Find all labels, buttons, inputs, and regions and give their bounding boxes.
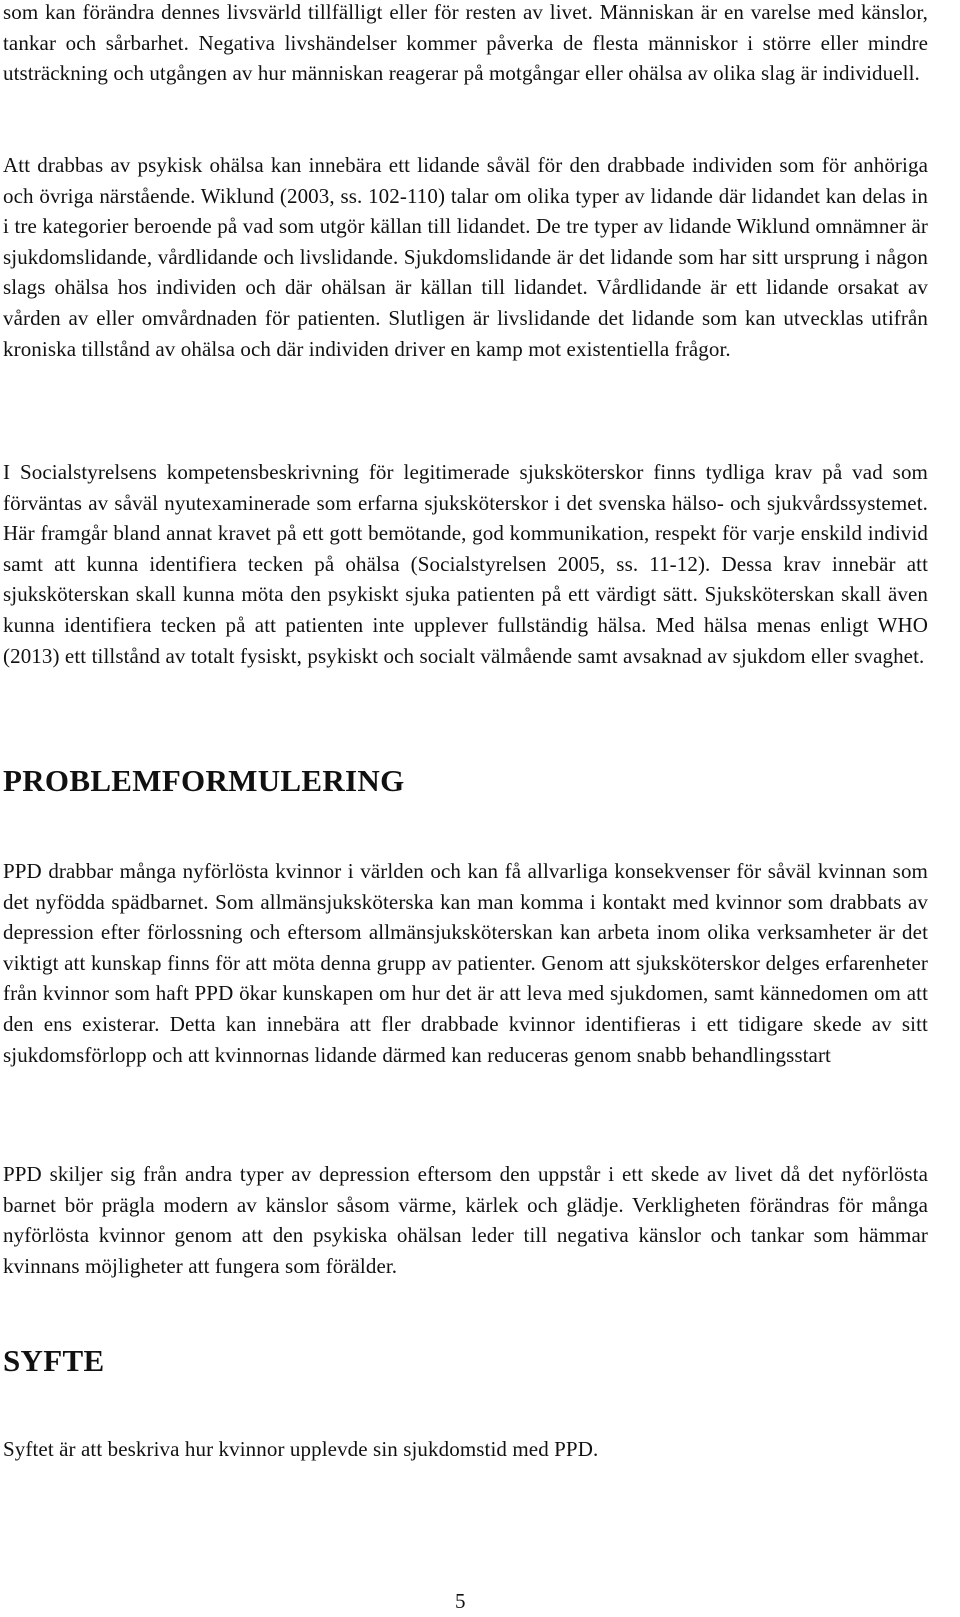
heading-syfte: SYFTE (3, 1343, 105, 1378)
paragraph-ppd-consequences: PPD drabbar många nyförlösta kvinnor i världen och kan få allvarliga konsekvenser för såväl kvinnan som det nyfödda spädbarnet. Som allmänsjuksköterska kan man komma i kontakt med kvinnor som drabbats av depression efter förlossning och eftersom allmänsjuksköterskan kan arbeta inom olika verksamheter är det viktigt att kunskap finns för att möta denna grupp av patienter. Genom att sjuksköterskor delges erfarenheter från kvinnor som haft PPD ökar kunskapen om hur det är att leva med sjukdomen, samt kännedomen om att den ens existerar. Detta kan innebära att fler drabbade kvinnor identifieras i ett tidigare skede av sitt sjukdomsförlopp och att kvinnornas lidande därmed kan reduceras genom snabb behandlingsstart (3, 859, 928, 1067)
paragraph-suffering-types: Att drabbas av psykisk ohälsa kan innebära ett lidande såväl för den drabbade individen som för anhöriga och övriga närstående. Wiklund (2003, ss. 102-110) talar om olika typer av lidande där lidandet kan delas in i tre kategorier beroende på vad som utgör källan till lidandet. De tre typer av lidande Wiklund omnämner är sjukdomslidande, vårdlidande och livslidande. Sjukdomslidande är det lidande som har sitt ursprung i någon slags ohälsa hos individen och där ohälsan är källan till lidandet. Vårdlidande är ett lidande orsakat av vården av eller omvårdnaden för patienten. Slutligen är livslidande det lidande som kan utvecklas utifrån kroniska tillstånd av ohälsa och där individen driver en kamp mot existentiella frågor. (3, 153, 928, 361)
page-number: 5 (455, 1589, 466, 1613)
paragraph-aim: Syftet är att beskriva hur kvinnor upplevde sin sjukdomstid med PPD. (3, 1437, 599, 1461)
paragraph-socialstyrelsen: I Socialstyrelsens kompetensbeskrivning för legitimerade sjuksköterskor finns tydliga krav på vad som förväntas av såväl nyutexaminerade som erfarna sjuksköterskor i det svenska hälso- och sjukvårdssystemet. Här framgår bland annat kravet på ett gott bemötande, god kommunikation, respekt för varje enskild individ samt att kunna identifiera tecken på ohälsa (Socialstyrelsen 2005, ss. 11-12). Dessa krav innebär att sjuksköterskan skall kunna möta den psykiskt sjuka patienten på ett värdigt sätt. Sjuksköterskan skall även kunna identifiera tecken på att patienten inte upplever fullständig hälsa. Med hälsa menas enligt WHO (2013) ett tillstånd av totalt fysiskt, psykiskt och socialt välmående samt avsaknad av sjukdom eller svaghet. (3, 460, 928, 668)
paragraph-ppd-difference: PPD skiljer sig från andra typer av depression eftersom den uppstår i ett skede av livet då det nyförlösta barnet bör prägla modern av känslor såsom värme, kärlek och glädje. Verkligheten förändras för många nyförlösta kvinnor genom att den psykiska ohälsan leder till negativa känslor och tankar som hämmar kvinnans möjligheter att fungera som förälder. (3, 1162, 928, 1278)
heading-problemformulering: PROBLEMFORMULERING (3, 763, 405, 798)
paragraph-intro-continuation: som kan förändra dennes livsvärld tillfälligt eller för resten av livet. Människan är en varelse med känslor, tankar och sårbarhet. Negativa livshändelser kommer påverka de flesta människor i större eller mindre utsträckning och utgången av hur människan reagerar på motgångar eller ohälsa av olika slag är individuell. (3, 0, 928, 86)
